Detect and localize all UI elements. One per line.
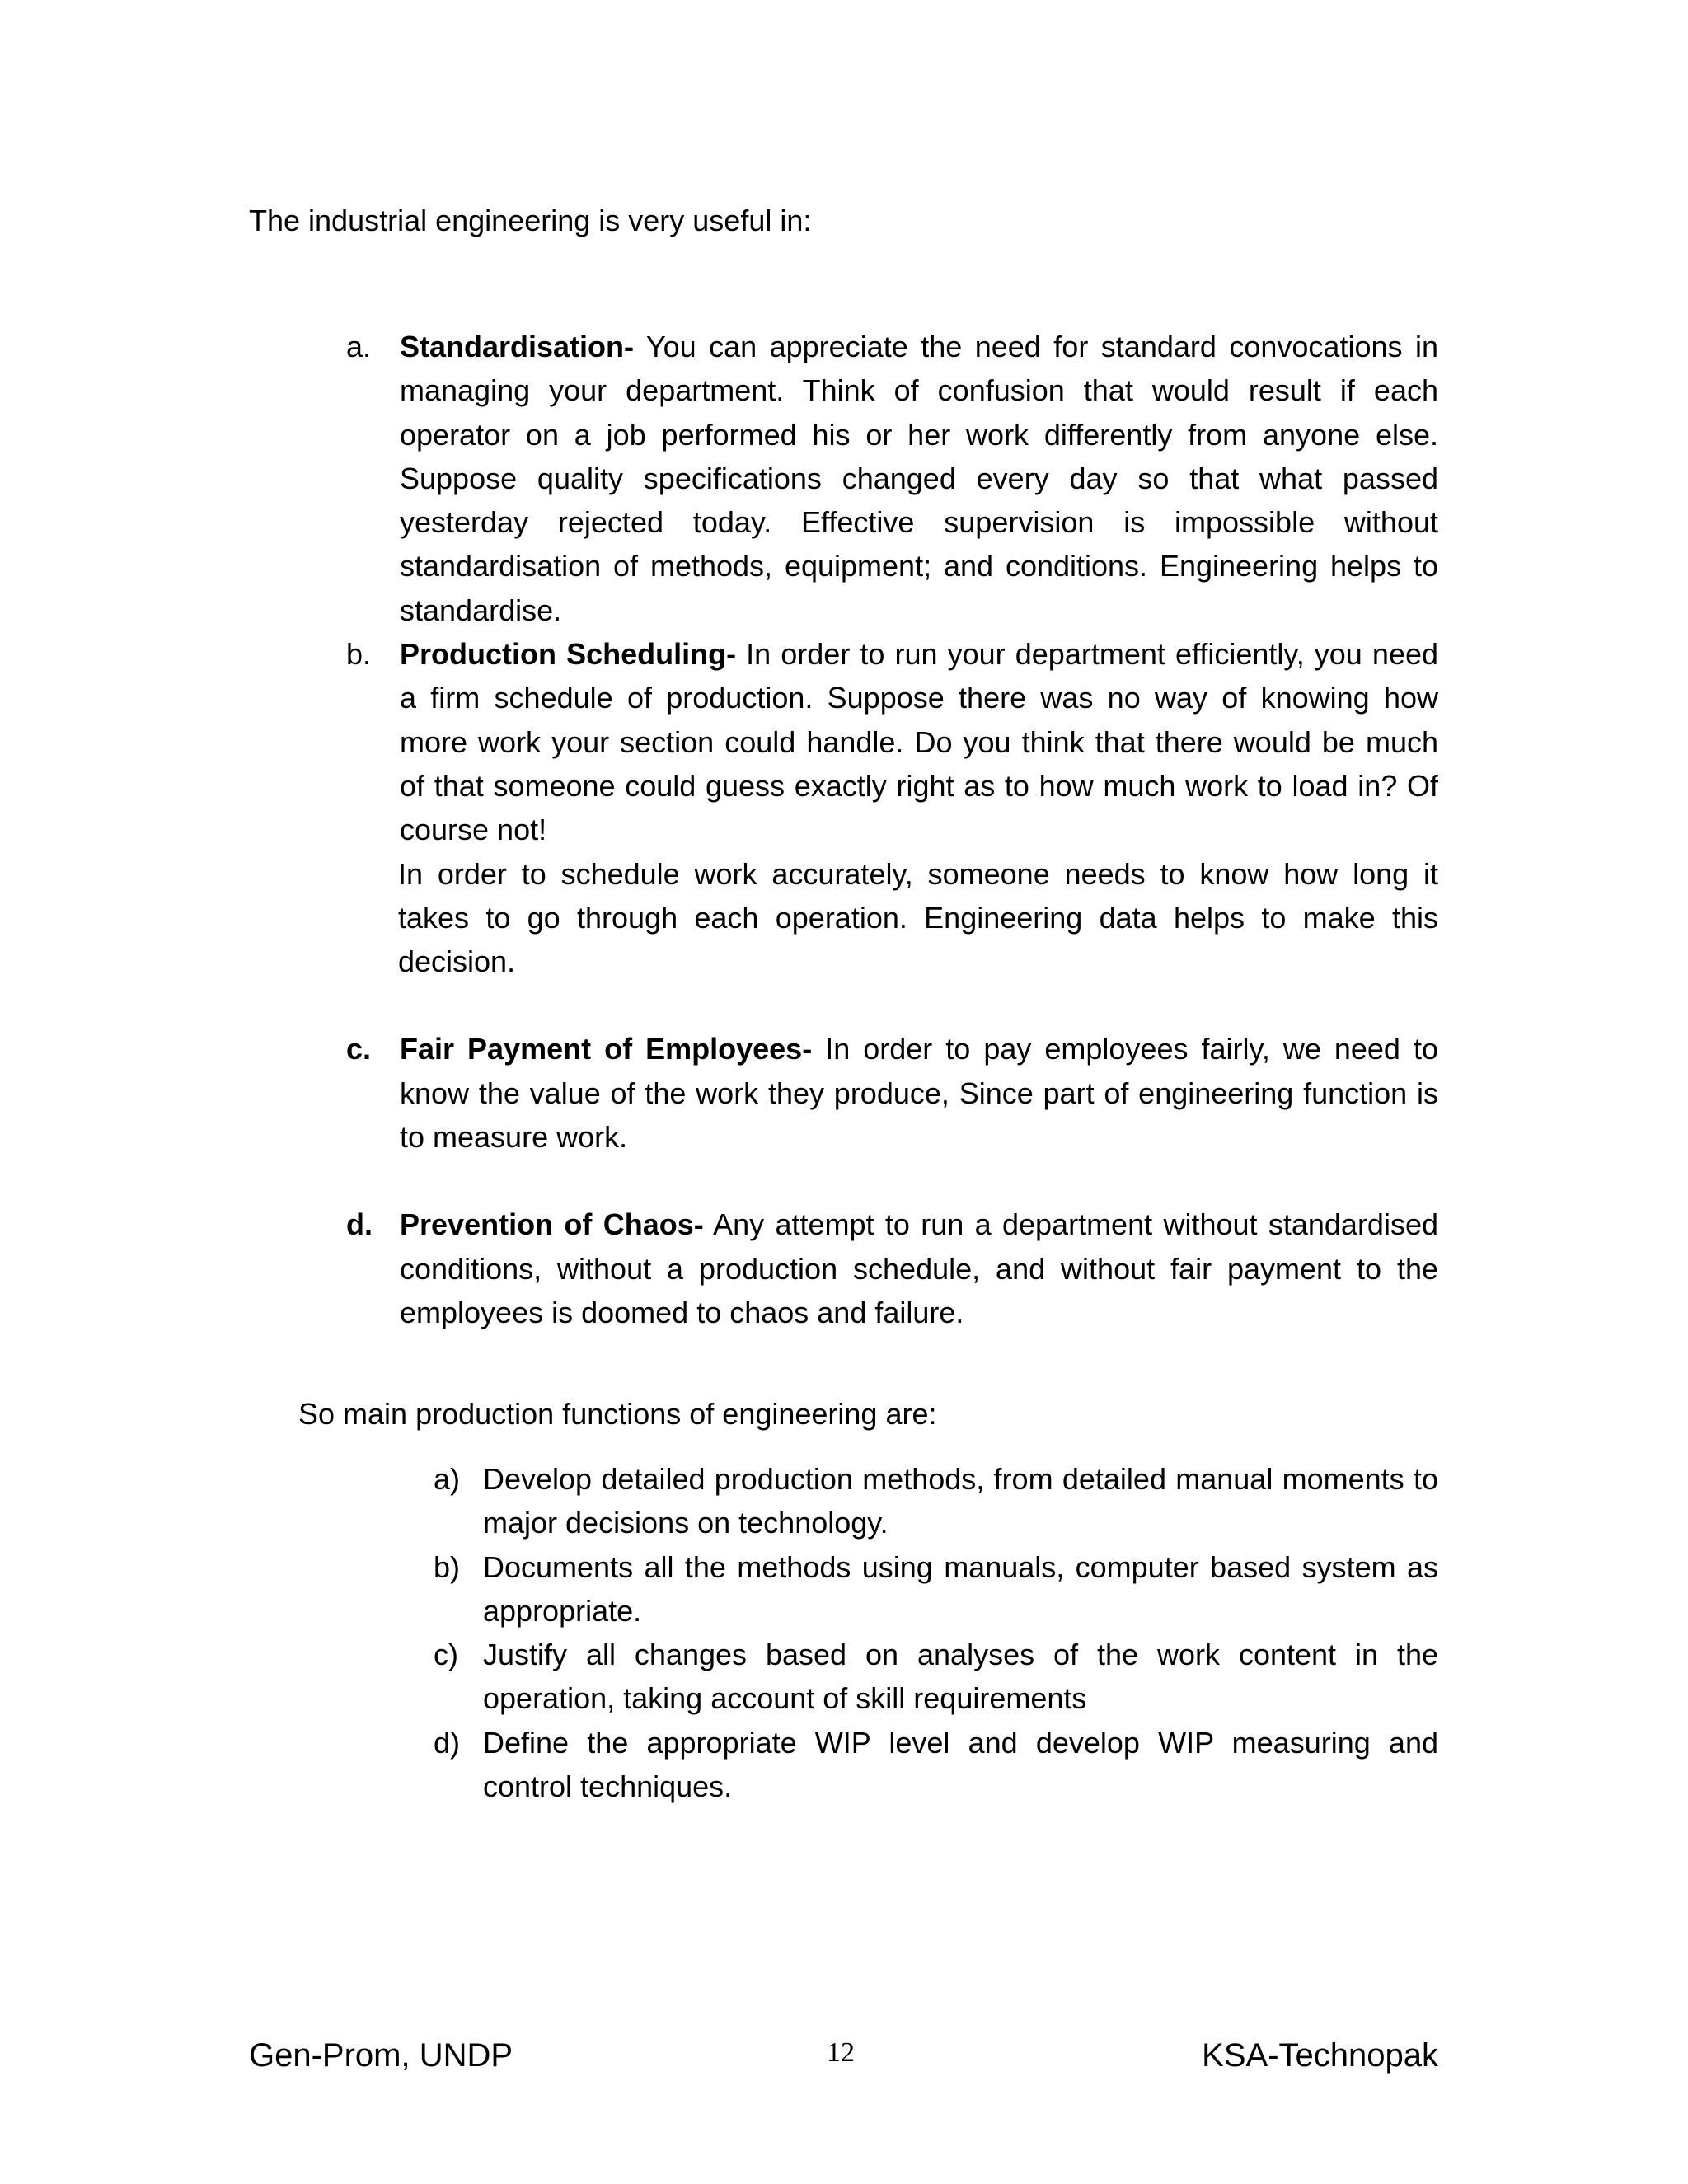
usefulness-list	[346, 325, 1438, 1334]
item-text: Define the appropriate WIP level and develop WIP measuring and control techniques.	[483, 1725, 1438, 1804]
item-text: Any attempt to run a department without standardised conditions, without a production schedule, and without fair payment to the employees is doomed to chaos and failure.	[400, 1207, 1438, 1329]
summary-text: So main production functions of engineering are:	[298, 1397, 937, 1431]
list-marker: a)	[434, 1462, 461, 1496]
item-heading: Fair Payment of Employees-	[400, 1032, 813, 1066]
item-extra-text: In order to schedule work accurately, someone needs to know how long it takes to go through each operation. Engineering data helps to make this decision.	[398, 856, 1438, 979]
item-heading: Standardisation-	[400, 330, 635, 363]
list-item-function	[434, 1457, 1438, 1545]
list-marker: b.	[346, 637, 372, 672]
footer-left-text: Gen-Prom, UNDP	[249, 2037, 513, 2074]
list-item-prevention-of-chaos	[346, 1202, 1438, 1334]
item-text: Justify all changes based on analyses of the work content in the operation, taking account of skill requirements	[483, 1638, 1438, 1716]
list-item-production-scheduling	[346, 632, 1438, 983]
item-text: You can appreciate the need for standard convocations in managing your department. Think of confusion that would result if each operator on a job performed his or her work differently from anyone else. Suppose quality specifications changed every day so that what passed yesterday rejected today. Effective supervision is impossible without standardisation of methods, equipment; and conditions. Engineering helps to standardise.	[400, 330, 1438, 627]
item-text: In order to run your department efficiently, you need a firm schedule of production. Suppose there was no way of knowing how more work your section could handle. Do you think that there would be much of that someone could guess exactly right as to how much work to load in? Of course not!	[400, 637, 1439, 847]
list-marker: d)	[434, 1725, 461, 1760]
list-item-standardisation	[346, 325, 1438, 632]
footer-right-text: KSA-Technopak	[1202, 2037, 1438, 2074]
list-marker: b)	[434, 1549, 461, 1584]
item-text: Develop detailed production methods, from detailed manual moments to major decisions on technology.	[483, 1462, 1438, 1540]
page-number: 12	[827, 2037, 855, 2068]
item-heading: Production Scheduling-	[400, 637, 737, 672]
list-item-function	[434, 1633, 1438, 1721]
intro-text: The industrial engineering is very useful in:	[249, 204, 812, 237]
list-item-function	[434, 1721, 1438, 1809]
list-marker: c.	[346, 1032, 372, 1066]
functions-list	[434, 1457, 1438, 1808]
item-text: Documents all the methods using manuals, computer based system as appropriate.	[483, 1549, 1438, 1628]
list-item-function	[434, 1545, 1438, 1633]
list-marker: c)	[434, 1638, 458, 1672]
list-marker: d.	[346, 1207, 373, 1242]
item-heading: Prevention of Chaos-	[400, 1207, 704, 1242]
list-item-fair-payment	[346, 1027, 1438, 1159]
item-text: In order to pay employees fairly, we need to know the value of the work they produce, Since part of engineering function is to measure work.	[400, 1032, 1438, 1155]
list-marker: a.	[346, 330, 372, 363]
